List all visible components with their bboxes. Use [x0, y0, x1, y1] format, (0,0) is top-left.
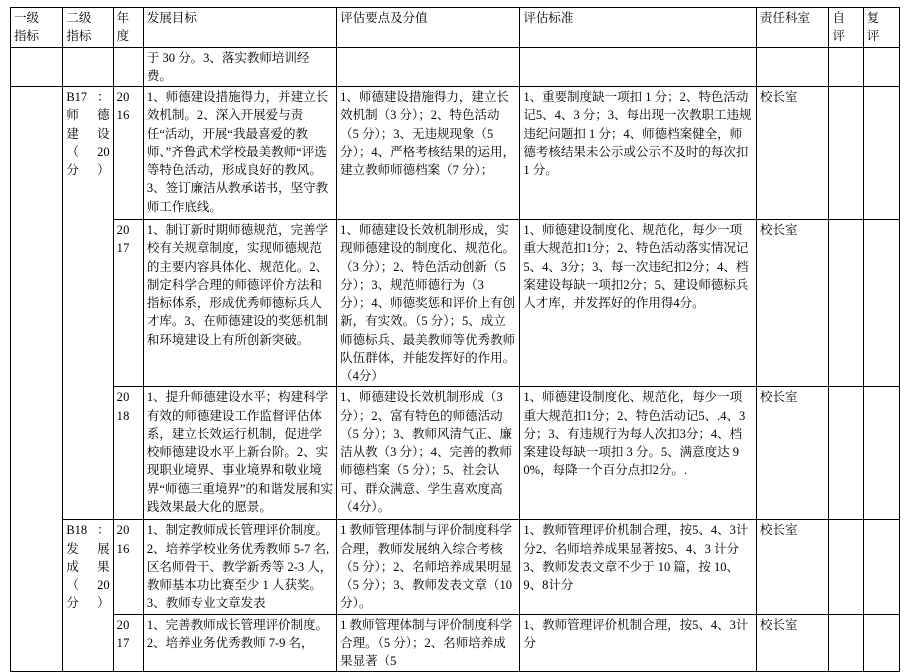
- cell-year: [113, 614, 143, 672]
- column-header-self-eval-line1: 自: [832, 10, 845, 25]
- column-header-re-eval-line2: 评: [866, 28, 880, 44]
- cell-level2-b17: [63, 87, 113, 520]
- column-header-year-line1: 年: [116, 10, 130, 25]
- cell-year: [113, 220, 143, 387]
- cell-goal: 1、师德建设措施得力，并建立长效机制。2、深入开展爱与责任“活动，开展“我最喜爱的教师、”齐鲁武术学校最美教师“评选等特色活动，形成良好的教风。3、签订廉洁从教承诺书，坚守教师工作底线。: [143, 87, 336, 220]
- cell-year-bottom: 16: [116, 541, 130, 556]
- cell-self-eval[interactable]: [829, 387, 863, 520]
- column-header-dept: 责任科室: [757, 8, 829, 48]
- cell-standard: [520, 47, 757, 87]
- header-row: [11, 8, 900, 48]
- cell-year-top: 20: [116, 390, 130, 405]
- column-header-goal: 发展目标: [143, 8, 336, 48]
- cell-standard: 1、重要制度缺一项扣 1 分；2、特色活动记5、4、3 分；3、每出现一次教职工违规违纪问题扣 1 分；4、师德档案健全，师德考核结果未公示或公示不及时的每次扣 1 分。: [520, 87, 757, 220]
- level2-line5: 分）: [66, 163, 110, 177]
- cell-dept: 校长室: [757, 520, 829, 614]
- cell-self-eval[interactable]: [829, 520, 863, 614]
- level2-code: B17：: [66, 90, 110, 104]
- level2-line3: 建 设: [66, 126, 110, 141]
- cell-goal: 1、提升师德建设水平；构建科学有效的师德建设工作监督评估体系，建立长效运行机制，促进学校师德建设水平上新台阶。2、实现职业境界、事业境界和敬业境界“师德三重境界”的和谐发展和实践效果最大化的愿景。: [143, 387, 336, 520]
- column-header-re-eval-line1: 复: [866, 10, 880, 25]
- cell-standard: 1、教师管理评价机制合理，按5、4、3计分: [520, 614, 757, 672]
- cell-points: 1 教师管理体制与评价制度科学合理，教师发展纳入综合考核（5 分）；2、名师培养成果明显（5 分）；3、教师发表文章（10 分）。: [337, 520, 520, 614]
- cell-year-bottom: 17: [116, 635, 130, 650]
- cell-self-eval[interactable]: [829, 614, 863, 672]
- table-row: [11, 87, 900, 220]
- cell-standard: 1、师德建设制度化、规范化，每少一项重大规范扣1分；2、特色活动记5、.4、3分；3、有违规行为每人次扣3分；4、档案建设每缺一项扣 3 分。5、满意度达 90%，每降一个百分点扣2分。.: [520, 387, 757, 520]
- column-header-re-eval: [863, 8, 899, 48]
- cell-self-eval[interactable]: [829, 220, 863, 387]
- column-header-standard: 评估标准: [520, 8, 757, 48]
- cell-year-top: 20: [116, 617, 130, 632]
- cell-goal: 于 30 分。3、落实教师培训经费。: [143, 47, 336, 87]
- cell-year-top: 20: [116, 90, 130, 104]
- cell-level1: [11, 87, 63, 672]
- cell-dept: [757, 47, 829, 87]
- cell-level2-b18: [63, 520, 113, 672]
- cell-year: [113, 520, 143, 614]
- cell-year: [113, 47, 143, 87]
- cell-standard: 1、教师管理评价机制合理，按5、4、3计分2、名师培养成果显著按5、4、3 计分 3、教师发表文章不少于 10 篇，按 10、9、8计分: [520, 520, 757, 614]
- table-body: [11, 47, 900, 672]
- level2-code: B18：: [66, 523, 110, 538]
- level2-line5: 分）: [66, 596, 110, 611]
- cell-re-eval[interactable]: [863, 520, 899, 614]
- level2-line4: （ 20: [66, 144, 110, 159]
- cell-re-eval[interactable]: [863, 614, 899, 672]
- cell-self-eval[interactable]: [829, 87, 863, 220]
- table-row: [11, 220, 900, 387]
- cell-year-bottom: 18: [116, 408, 130, 423]
- cell-year-top: 20: [116, 223, 130, 237]
- column-header-year: [113, 8, 143, 48]
- cell-points: [337, 47, 520, 87]
- cell-dept: 校长室: [757, 220, 829, 387]
- table-row: [11, 614, 900, 672]
- cell-year-top: 20: [116, 523, 130, 538]
- cell-self-eval[interactable]: [829, 47, 863, 87]
- cell-year-bottom: 17: [116, 241, 130, 256]
- cell-dept: 校长室: [757, 87, 829, 220]
- cell-level1: [11, 47, 63, 87]
- cell-points: 1、师德建设措施得力，建立长效机制（3 分）；2、特色活动（5 分）；3、无违规现象（5 分）；4、严格考核结果的运用，建立教师师德档案（7 分）；: [337, 87, 520, 220]
- column-header-self-eval: [829, 8, 863, 48]
- table-header: [11, 8, 900, 48]
- column-header-year-line2: 度: [116, 28, 130, 44]
- cell-goal: 1、制定教师成长管理评价制度。2、培养学校业务优秀教师 5-7 名,区名师骨干、教学新秀等 2-3 人，教师基本功比赛至少 1 人获奖。 3、教师专业文章发表: [143, 520, 336, 614]
- cell-re-eval[interactable]: [863, 387, 899, 520]
- cell-re-eval[interactable]: [863, 47, 899, 87]
- table-row: [11, 47, 900, 87]
- cell-year-bottom: 16: [116, 108, 130, 123]
- column-header-level1-line1: 一级: [14, 10, 40, 25]
- column-header-self-eval-line2: 评: [832, 28, 845, 44]
- cell-goal: 1、制订新时期师德规范，完善学校有关规章制度，实现师德规范的主要内容具体化、规范化。2、制定科学合理的师德评价方法和指标体系，形成优秀师德标兵人才库。3、在师德建设的奖惩机制和环境建设上有所创新突破。: [143, 220, 336, 387]
- column-header-points: 评估要点及分值: [337, 8, 520, 48]
- table-row: [11, 387, 900, 520]
- cell-points: 1、师德建设长效机制形成，实现师德建设的制度化、规范化。（3 分）；2、特色活动创新（5 分）；3、规范师德行为（3 分）；4、师德奖惩和评价上有创新，有实效。（5 分）；5、成立师德标兵、最美教师等优秀教师队伍群体，并能发挥好的作用。（4分）: [337, 220, 520, 387]
- column-header-level1: [11, 8, 63, 48]
- cell-re-eval[interactable]: [863, 220, 899, 387]
- column-header-level2: [63, 8, 113, 48]
- cell-standard: 1、师德建设制度化、规范化，每少一项重大规范扣1分；2、特色活动落实情况记5、4、3分；3、每一次违纪扣2分；4、档案建设每缺一项扣2分；5、建设师德标兵人才库，并发挥好的作用得4分。: [520, 220, 757, 387]
- level2-line2: 发 展: [66, 541, 110, 556]
- cell-dept: 校长室: [757, 614, 829, 672]
- column-header-level2-line2: 指标: [66, 28, 92, 44]
- cell-year: [113, 387, 143, 520]
- assessment-table: [10, 7, 900, 672]
- column-header-level1-line2: 指标: [14, 28, 40, 44]
- cell-level2: [63, 47, 113, 87]
- column-header-level2-line1: 二级: [66, 10, 92, 25]
- cell-re-eval[interactable]: [863, 87, 899, 220]
- level2-line2: 师 德: [66, 108, 110, 123]
- cell-points: 1、师德建设长效机制形成（3分）；2、富有特色的师德活动（5 分）；3、教师风清气正、廉洁从教（3 分）；4、完善的教师师德档案（5 分）；5、社会认可、群众满意、学生喜欢度高（4分）。: [337, 387, 520, 520]
- cell-goal: 1、完善教师成长管理评价制度。2、培养业务优秀教师 7-9 名，: [143, 614, 336, 672]
- cell-dept: 校长室: [757, 387, 829, 520]
- level2-line3: 成 果: [66, 559, 110, 574]
- cell-year: [113, 87, 143, 220]
- table-row: [11, 520, 900, 614]
- cell-points: 1 教师管理体制与评价制度科学合理。（5 分）；2、名师培养成果显著（5: [337, 614, 520, 672]
- level2-line4: （ 20: [66, 578, 110, 592]
